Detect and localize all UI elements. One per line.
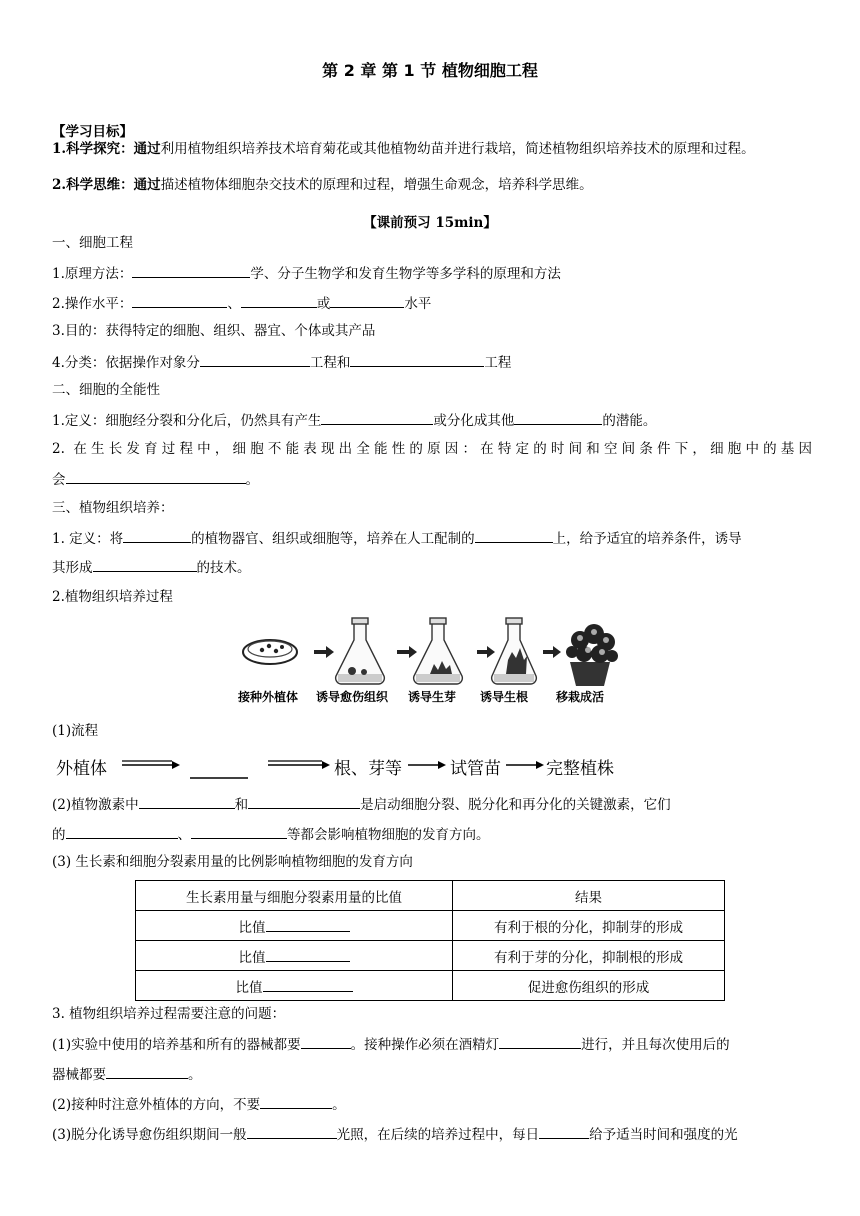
- blank[interactable]: [475, 528, 553, 543]
- s3-l2-end: 的技术。: [196, 560, 251, 576]
- s3-line-1: [52, 528, 812, 548]
- result-cell: 有利于根的分化，抑制芽的形成: [453, 911, 725, 941]
- s1-line-4: [52, 352, 812, 372]
- goal-1-text: 利用植物组织培养技术培育菊花或其他植物幼苗并进行栽培，简述植物组织培养技术的原理和过程。: [160, 141, 755, 157]
- stage-label: 移栽成活: [556, 690, 605, 704]
- goals-heading: 【学习目标】: [52, 124, 133, 140]
- result-cell: 促进愈伤组织的形成: [453, 971, 725, 1001]
- blank[interactable]: [301, 1034, 351, 1049]
- notes-line-3: [52, 1094, 812, 1114]
- goal-1-label: 1.科学探究：: [52, 141, 134, 157]
- s1-l1-text: 1.原理方法：: [52, 266, 133, 282]
- page-title: 第 2 章 第 1 节 植物细胞工程: [322, 61, 538, 80]
- table-row: [136, 971, 725, 1001]
- n1-cont-end: 。: [188, 1067, 202, 1083]
- h-l1-and: 和: [234, 797, 249, 813]
- ratio-label: 比值: [238, 919, 266, 936]
- long-arrow-icon: [266, 752, 330, 782]
- s1-l4-mid: 工程和: [309, 355, 351, 371]
- section-2-heading: 二、细胞的全能性: [52, 382, 160, 398]
- blank[interactable]: [191, 824, 287, 839]
- result-cell: 有利于芽的分化，抑制根的形成: [453, 941, 725, 971]
- flow-node-start: 外植体: [56, 759, 107, 779]
- blank[interactable]: [330, 293, 404, 308]
- n1-text: (1)实验中使用的培养基和所有的器械都要: [52, 1037, 301, 1053]
- flow-blank: [190, 752, 250, 782]
- ratio-table: [135, 880, 725, 1001]
- stage-label: 诱导生根: [480, 690, 529, 704]
- blank[interactable]: [499, 1034, 581, 1049]
- blank[interactable]: [247, 1124, 337, 1139]
- culture-process-figure: [236, 616, 620, 708]
- n3-text: (3)脱分化诱导愈伤组织期间一般: [52, 1127, 247, 1143]
- table-header-result: 结果: [453, 881, 725, 911]
- goal-2-label: 2.科学思维：: [52, 177, 134, 193]
- hormones-line-2: [52, 824, 812, 844]
- s1-l2-end: 水平: [404, 296, 432, 312]
- s2-l1-mid: 或分化成其他: [433, 413, 515, 429]
- notes-line-4: [52, 1124, 812, 1144]
- n3-mid: 光照，在后续的培养过程中，每日: [336, 1127, 540, 1143]
- ratio-cell: [136, 911, 453, 941]
- table-row: [136, 911, 725, 941]
- ratio-label: 比值: [238, 949, 266, 966]
- blank[interactable]: [66, 469, 246, 484]
- s3-line-3: 2.植物组织培养过程: [52, 589, 173, 605]
- s1-line-1: [52, 263, 812, 283]
- potted-plant-image: [566, 624, 618, 686]
- n2-end: 。: [332, 1097, 346, 1113]
- flow-node-4: 完整植株: [546, 759, 614, 779]
- s2-l3-end: 。: [245, 472, 259, 488]
- n2-text: (2)接种时注意外植体的方向，不要: [52, 1097, 261, 1113]
- blank[interactable]: [132, 263, 250, 278]
- s3-l1-text: 1. 定义：将: [52, 531, 124, 547]
- h-l2-end: 等都会影响植物细胞的发育方向。: [287, 827, 490, 843]
- stage-label: 接种外植体: [238, 690, 299, 704]
- s1-l4-text: 4.分类：依据操作对象分: [52, 355, 200, 371]
- ratio-cell: [136, 941, 453, 971]
- stage-label: 诱导愈伤组织: [316, 690, 389, 704]
- s1-line-2: [52, 293, 812, 313]
- s3-l2-text: 其形成: [52, 560, 93, 576]
- ratio-cell: [136, 971, 453, 1001]
- section-3-heading: 三、植物组织培养：: [52, 500, 174, 516]
- blank[interactable]: [93, 557, 197, 572]
- blank[interactable]: [123, 528, 191, 543]
- s2-line-3: [52, 469, 812, 489]
- blank[interactable]: [132, 293, 227, 308]
- blank[interactable]: [241, 293, 317, 308]
- arrow-icon: [406, 752, 446, 782]
- n1-end: 进行，并且每次使用后的: [581, 1037, 730, 1053]
- n3-end: 给予适当时间和强度的光: [589, 1127, 738, 1143]
- s1-l2-or: 或: [316, 296, 331, 312]
- blank[interactable]: [66, 824, 178, 839]
- blank[interactable]: [260, 1094, 332, 1109]
- petri-dish-image: [243, 640, 297, 664]
- section-1-heading: 一、细胞工程: [52, 235, 133, 251]
- preview-heading: 【课前预习 15min】: [363, 215, 497, 231]
- s1-l2-text: 2.操作水平：: [52, 296, 133, 312]
- blank[interactable]: [539, 1124, 589, 1139]
- ratio-label: 比值: [235, 979, 263, 996]
- flow-label: (1)流程: [52, 723, 99, 739]
- stage-label: 诱导生芽: [408, 690, 457, 704]
- goal-2: [52, 176, 812, 194]
- s2-l1-end: 的潜能。: [602, 413, 657, 429]
- s1-line-3: 3.目的：获得特定的细胞、组织、器宜、个体或其产品: [52, 323, 376, 339]
- s3-l1-end: 上，给予适宜的培养条件，诱导: [552, 531, 742, 547]
- table-header-row: [136, 881, 725, 911]
- arrow-icon: [504, 752, 544, 782]
- h-l1-text: (2)植物激素中: [52, 797, 139, 813]
- table-header-ratio: 生长素用量与细胞分裂素用量的比值: [136, 881, 453, 911]
- h-l2-sep: 、: [177, 827, 191, 843]
- flow-node-3: 试管苗: [450, 759, 501, 779]
- table-row: [136, 941, 725, 971]
- ratio-heading: (3) 生长素和细胞分裂素用量的比例影响植物细胞的发育方向: [52, 854, 413, 870]
- h-l1-end: 是启动细胞分裂、脱分化和再分化的关键激素，它们: [360, 797, 671, 813]
- s3-l1-mid: 的植物器官、组织或细胞等，培养在人工配制的: [191, 531, 475, 547]
- flow-node-mid: 根、芽等: [334, 759, 402, 779]
- blank[interactable]: [350, 352, 484, 367]
- blank[interactable]: [321, 410, 433, 425]
- blank[interactable]: [139, 794, 235, 809]
- blank[interactable]: [266, 917, 350, 932]
- notes-heading: 3. 植物组织培养过程需要注意的问题：: [52, 1006, 286, 1022]
- s2-line-2: 2. 在生长发育过程中，细胞不能表现出全能性的原因：在特定的时间和空间条件下，细胞中的基因: [52, 441, 812, 457]
- n1-mid: 。接种操作必须在酒精灯: [350, 1037, 500, 1053]
- blank[interactable]: [200, 352, 310, 367]
- blank[interactable]: [514, 410, 602, 425]
- s1-l1-rest: 学、分子生物学和发育生物学等多学科的原理和方法: [250, 266, 561, 282]
- notes-line-2: [52, 1064, 812, 1084]
- s1-l2-sep: 、: [227, 296, 241, 312]
- goal-2-text: 描述植物体细胞杂交技术的原理和过程，增强生命观念，培养科学思维。: [160, 177, 593, 193]
- s2-l1-text: 1.定义：细胞经分裂和分化后，仍然具有产生: [52, 413, 322, 429]
- goal-2-bold: 通过: [133, 177, 161, 193]
- hormones-line-1: [52, 794, 812, 814]
- s2-line-1: [52, 410, 812, 430]
- notes-line-1: [52, 1034, 812, 1054]
- s3-line-2: [52, 557, 812, 577]
- h-l2-text: 的: [52, 827, 66, 843]
- blank[interactable]: [248, 794, 360, 809]
- blank[interactable]: [106, 1064, 188, 1079]
- goal-1: [52, 140, 812, 158]
- blank[interactable]: [263, 977, 353, 992]
- s1-l4-end: 工程: [484, 355, 512, 371]
- goal-1-bold: 通过: [133, 141, 161, 157]
- blank[interactable]: [266, 947, 350, 962]
- s2-l3-text: 会: [52, 472, 66, 488]
- long-arrow-icon: [120, 752, 180, 782]
- n1-cont: 器械都要: [52, 1067, 106, 1083]
